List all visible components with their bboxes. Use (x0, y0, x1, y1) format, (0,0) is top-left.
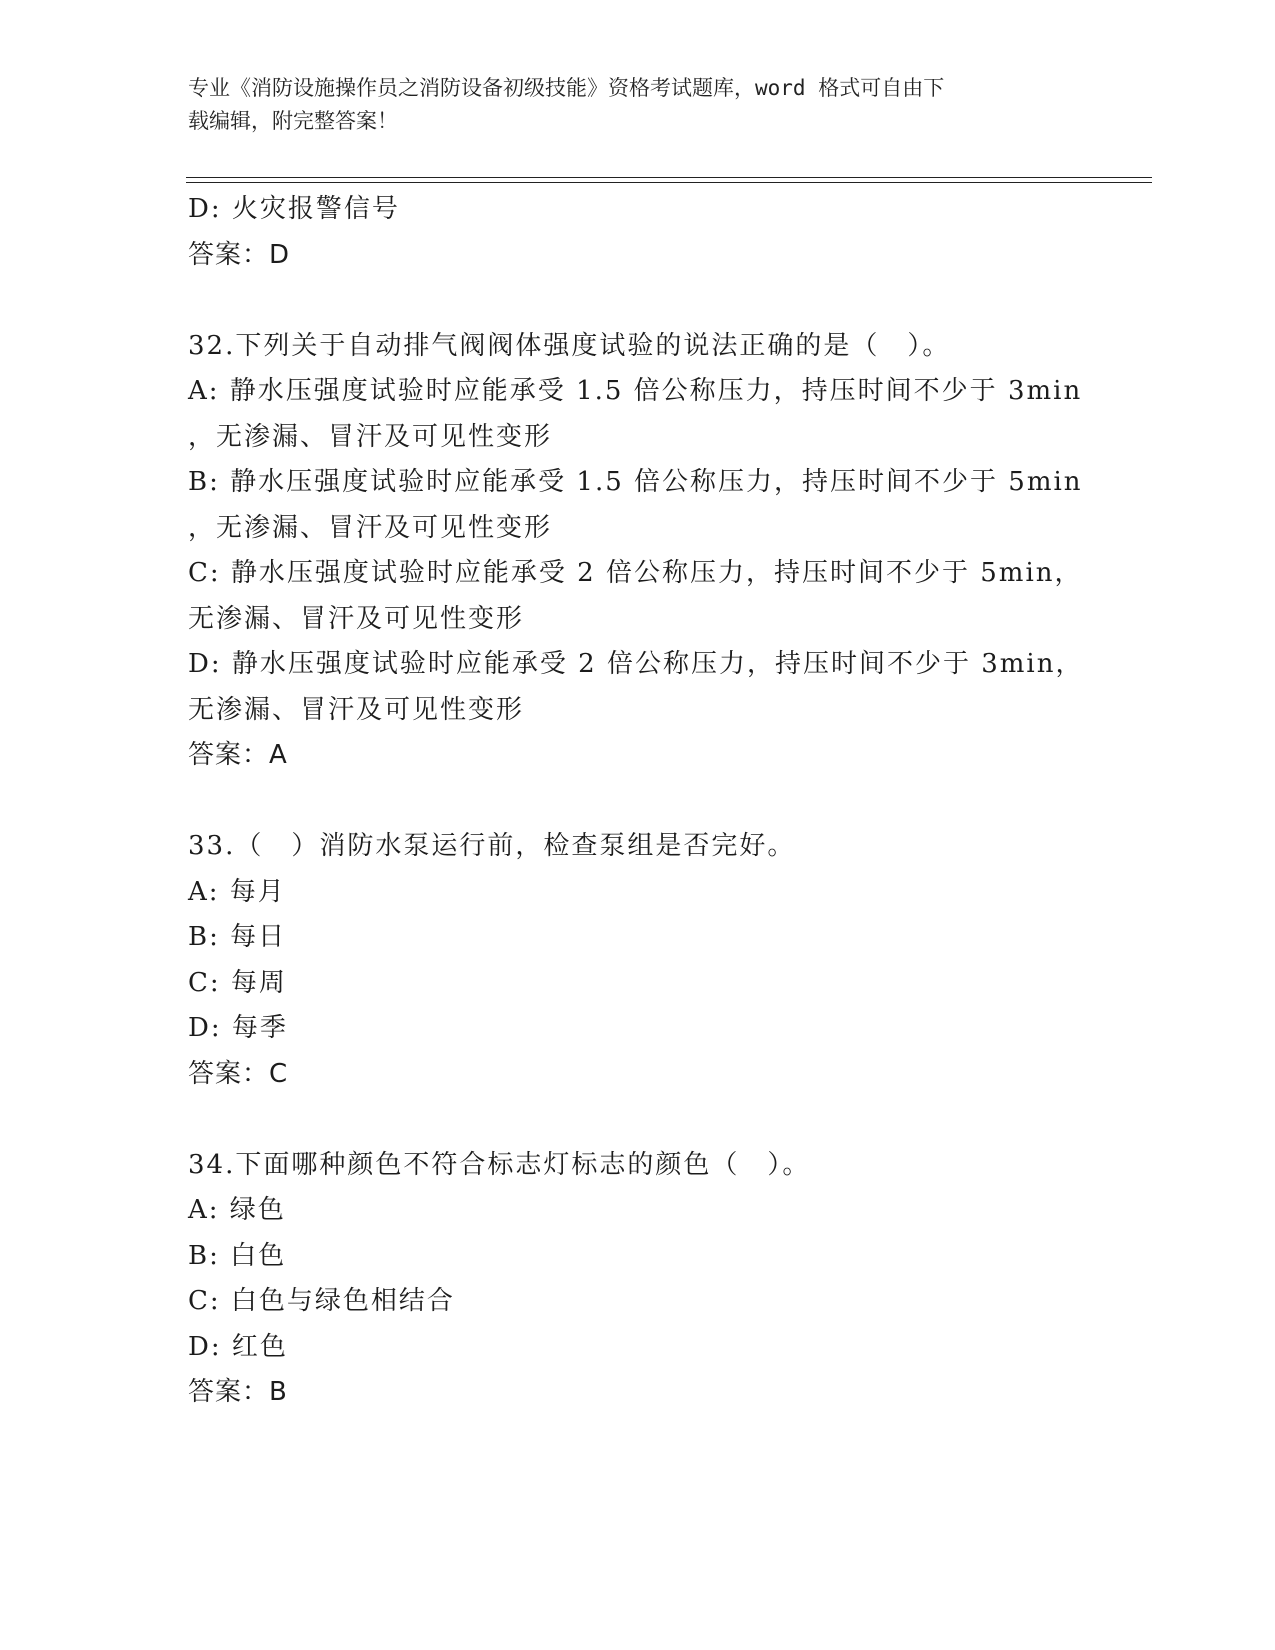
header-divider-top (186, 177, 1152, 178)
q33-answer: 答案：C (188, 1058, 289, 1089)
q32-option-a: A: 静水压强度试验时应能承受 1.5 倍公称压力，持压时间不少于 3min (188, 376, 1083, 406)
header-line-2: 载编辑，附完整答案！ (188, 109, 398, 133)
spacer (188, 278, 1118, 324)
q34-stem: 34.下面哪种颜色不符合标志灯标志的颜色（ ）。 (188, 1149, 811, 1180)
q33-stem: 33.（ ）消防水泵运行前，检查泵组是否完好。 (188, 831, 796, 861)
q32-option-c-cont: 无渗漏、冒汗及可见性变形 (188, 603, 525, 634)
q32-option-c: C: 静水压强度试验时应能承受 2 倍公称压力，持压时间不少于 5min， (188, 558, 1083, 588)
document-header (188, 72, 1088, 138)
q33-option-d: D: 每季 (188, 1013, 288, 1043)
q32-option-d-cont: 无渗漏、冒汗及可见性变形 (188, 694, 525, 725)
q34-option-a: A: 绿色 (188, 1195, 286, 1225)
q34-option-d: D: 红色 (188, 1331, 288, 1362)
q33-option-c: C: 每周 (188, 967, 287, 998)
q34-option-c: C: 白色与绿色相结合 (188, 1286, 455, 1316)
q32-option-b: B: 静水压强度试验时应能承受 1.5 倍公称压力，持压时间不少于 5min (188, 467, 1083, 497)
q32-answer: 答案：A (188, 740, 288, 770)
q34-answer: 答案：B (188, 1377, 288, 1407)
spacer (188, 1097, 1118, 1143)
q33-option-b: B: 每日 (188, 922, 287, 952)
header-divider-bottom (186, 182, 1152, 183)
q32-stem: 32.下列关于自动排气阀阀体强度试验的说法正确的是（ ）。 (188, 330, 951, 361)
question-content (188, 187, 1118, 1416)
header-line-1: 专业《消防设施操作员之消防设备初级技能》资格考试题库，word 格式可自由下 (188, 76, 945, 100)
q32-option-a-cont: ，无渗漏、冒汗及可见性变形 (188, 421, 553, 452)
prev-answer: 答案：D (188, 239, 291, 270)
q32-option-b-cont: ，无渗漏、冒汗及可见性变形 (188, 512, 553, 543)
q32-option-d: D: 静水压强度试验时应能承受 2 倍公称压力，持压时间不少于 3min， (188, 649, 1084, 679)
spacer (188, 779, 1118, 825)
q34-option-b: B: 白色 (188, 1240, 287, 1271)
q33-option-a: A: 每月 (188, 876, 286, 907)
prev-option-d: D: 火灾报警信号 (188, 194, 400, 224)
